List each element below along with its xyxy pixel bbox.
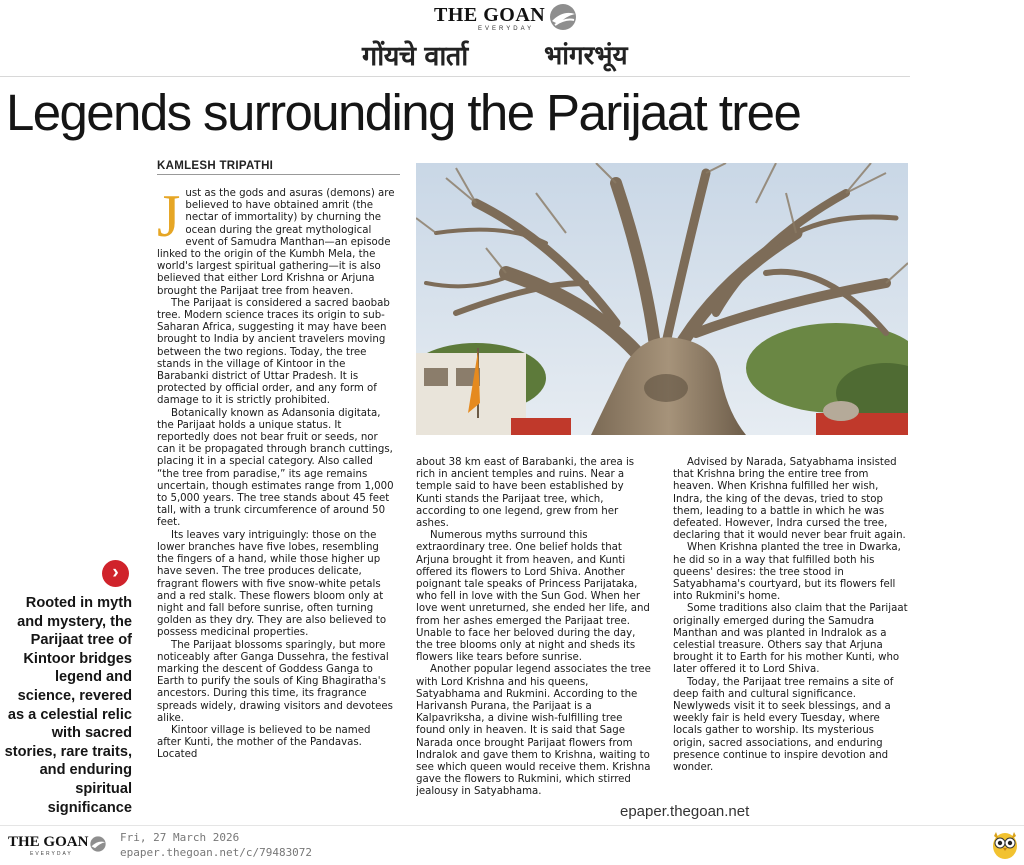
- owl-icon[interactable]: [990, 828, 1020, 865]
- paragraph: Botanically known as Adansonia digitata, the Parijaat holds a unique status. It reportedly does not bear fruit or seeds, nor can it be propagated through branch cuttings, placing it in a special category. Also called “the tree from paradise,” its age remains uncertain, though estimates range from 1,000 to 5,000 years. The tree stands about 45 feet tall, with a trunk circumference of around 50 feet.: [157, 407, 394, 529]
- footer-logo[interactable]: THE GOAN: [8, 834, 89, 850]
- article-column-1: [157, 188, 395, 804]
- footer-date: Fri, 27 March 2026: [120, 831, 240, 844]
- article-column-2: [416, 457, 652, 807]
- footer-divider: [0, 825, 1024, 826]
- paragraph: Today, the Parijaat tree remains a site of deep faith and cultural significance. Newlyweds visit it to seek blessings, and a weekly fair is held every Tuesday, where locals gather to worship. Its mysterious origin, sacred associations, and enduring presence continue to inspire devotion and wonder.: [673, 676, 894, 774]
- paragraph: Advised by Narada, Satyabhama insisted that Krishna bring the entire tree from heaven. When Krishna fulfilled her wish, Indra, the king of the devas, tried to stop them, leading to a battle in which he was defeated. However, Indra cursed the tree, declaring that it would never bear fruit again.: [673, 457, 906, 542]
- article-column-3: [673, 457, 909, 807]
- goan-emblem-icon: [88, 835, 108, 858]
- article-headline: Legends surrounding the Parijaat tree: [6, 84, 801, 141]
- paragraph: The Parijaat is considered a sacred baobab tree. Modern science traces its origin to sub-Saharan Africa, suggesting it may have been brought to India by ancient travelers moving between the two regions. Today, the tree stands in the village of Kintoor in the Barabanki district of Uttar Pradesh. It is protected by official order, and any form of damage to it is strictly prohibited.: [157, 297, 390, 407]
- byline-divider: [157, 174, 400, 175]
- paragraph: ust as the gods and asuras (demons) are believed to have obtained amrit (the nectar of immortality) by churning the ocean during the great mythological event of Samudra Manthan—an episode linked to the origin of the Kumbh Mela, the world's largest spiritual gathering—it is also believed that either Lord Krishna or Arjuna brought the Parijaat tree from heaven.: [157, 188, 395, 297]
- chevron-right-icon: ›: [102, 560, 129, 587]
- paragraph: about 38 km east of Barabanki, the area is rich in ancient temples and ruins. Near a temple said to have been established by Kunti stands the Parijaat tree, which, according to one legend, grew from her ashes.: [416, 457, 635, 530]
- goan-emblem-icon: [546, 2, 580, 37]
- masthead-divider: [0, 76, 910, 77]
- parijaat-tree-photo: [416, 163, 908, 435]
- drop-cap: J: [157, 188, 181, 249]
- paragraph: Numerous myths surround this extraordinary tree. One belief holds that Arjuna brought it from heaven, and Kunti offered its flowers to Lord Shiva. Another poignant tale speaks of Princess Parijataka, who fell in love with the Sun God. When her love went unreturned, she ended her life, and from her ashes emerged the Parijaat tree. Unable to face her beloved during the day, the tree blooms only at night and sheds its flowers like tears before sunrise.: [416, 530, 650, 664]
- paragraph: Another popular legend associates the tree with Lord Krishna and his queens, Satyabhama and Rukmini. According to the Harivansh Purana, the Parijaat is a Kalpavriksha, a divine wish-fulfilling tree found only in heaven. It is said that Sage Narada once brought Parijaat flowers from Indralok and gave them to Krishna, waiting to see which queen would receive them. Krishna gave the flowers to Rukmini, which stirred jealousy in Satyabhama.: [416, 664, 651, 798]
- pull-quote: Rooted in myth and mystery, the Parijaat tree of Kintoor bridges legend and science, revered as a celestial relic with sacred stories, rare traits, and enduring spiritual significance: [4, 595, 132, 816]
- masthead-title: THE GOAN: [434, 4, 546, 26]
- paragraph: When Krishna planted the tree in Dwarka, he did so in a way that fulfilled both his queens' desires: the tree stood in Satyabhama's courtyard, but its flowers fell into Rukmini's home.: [673, 542, 901, 603]
- masthead-konkani: भांगरभूंय: [544, 41, 628, 71]
- paragraph: Some traditions also claim that the Parijaat originally emerged during the Samudra Manthan and was planted in Indralok as a celestial treasure. Others say that Arjuna brought it to Earth for his mother Kunti, who later offered it to Lord Shiva.: [673, 603, 908, 676]
- paragraph: The Parijaat blossoms sparingly, but more noticeably after Ganga Dussehra, the festival marking the descent of Goddess Ganga to Earth to purify the souls of King Bhagiratha's ancestors. During this time, its fragrance spreads widely, drawing visitors and devotees alike.: [157, 639, 393, 724]
- footer-url[interactable]: epaper.thegoan.net/c/79483072: [120, 846, 313, 859]
- footer-logo-subtitle: EVERYDAY: [30, 851, 73, 857]
- paragraph: Its leaves vary intriguingly: those on the lower branches have five lobes, resembling the fingers of a hand, while those higher up have seven. The tree produces delicate, fragrant flowers with five snow-white petals and a red stalk. These flowers bloom only at night and fall before sunrise, often turning golden as they dry. They are also believed to possess medicinal properties.: [157, 529, 387, 639]
- paragraph: Kintoor village is believed to be named after Kunti, the mother of the Pandavas. Located: [157, 724, 371, 761]
- masthead-marathi: गोंयचे वार्ता: [362, 41, 468, 72]
- epaper-watermark: epaper.thegoan.net: [620, 803, 750, 820]
- masthead-subtitle: EVERYDAY: [478, 26, 535, 32]
- byline: KAMLESH TRIPATHI: [157, 160, 274, 172]
